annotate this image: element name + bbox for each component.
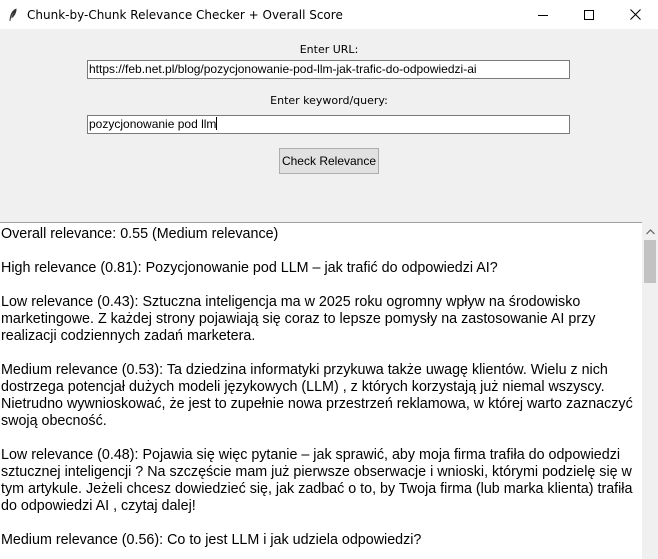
- scroll-thumb[interactable]: [644, 240, 656, 283]
- result-chunk: Medium relevance (0.53): Ta dziedzina informatyki przykuwa także uwagę klientów. Wielu z nich dostrzega potencjał dużych modeli językowych (LLM) , z których korzystają już niemal wszyscy. Nietrudno wywnioskować, że jest to zupełnie nowa przestrzeń reklamowa, w której warto zaznaczyć swoją obecność.: [1, 362, 633, 429]
- close-button[interactable]: [612, 0, 658, 29]
- maximize-icon: [584, 10, 594, 20]
- result-chunk: Medium relevance (0.56): Co to jest LLM i jak udziela odpowiedzi?: [1, 532, 422, 548]
- scroll-up-arrow[interactable]: [642, 223, 658, 240]
- feather-icon: [6, 8, 20, 22]
- keyword-input-value: pozycjonowanie pod llm: [89, 117, 217, 131]
- keyword-label: Enter keyword/query:: [270, 94, 388, 107]
- results-text-area[interactable]: [0, 223, 642, 559]
- input-form: [0, 29, 658, 222]
- url-input[interactable]: https://feb.net.pl/blog/pozycjonowanie-pod-llm-jak-trafic-do-odpowiedzi-ai: [87, 60, 570, 79]
- minimize-icon: [538, 10, 548, 20]
- result-chunk: High relevance (0.81): Pozycjonowanie pod LLM – jak trafić do odpowiedzi AI?: [1, 260, 498, 276]
- window-title: Chunk-by-Chunk Relevance Checker + Overall Score: [27, 7, 343, 22]
- maximize-button[interactable]: [566, 0, 612, 29]
- title-bar: [0, 0, 658, 29]
- text-caret: [216, 117, 217, 130]
- result-chunk: Low relevance (0.43): Sztuczna inteligencja ma w 2025 roku ogromny wpływ na środowisko marketingowe. Z każdej strony pojawiają się coraz to lepsze pomysły na zastosowanie AI przy realizacji codziennych zadań marketera.: [1, 294, 596, 344]
- url-label: Enter URL:: [299, 43, 359, 56]
- keyword-input[interactable]: [87, 115, 570, 134]
- close-icon: [630, 9, 641, 20]
- result-overall: Overall relevance: 0.55 (Medium relevance): [1, 226, 279, 242]
- check-relevance-button[interactable]: Check Relevance: [279, 148, 379, 174]
- minimize-button[interactable]: [520, 0, 566, 29]
- chevron-up-icon: [646, 229, 655, 235]
- result-chunk: Low relevance (0.48): Pojawia się więc pytanie – jak sprawić, aby moja firma trafiła do odpowiedzi sztucznej inteligencji ? Na szczęście mam już pierwsze obserwacje i wnioski, którymi podzielę się w tym artykule. Jeżeli chcesz dowiedzieć się, jak zadbać o to, by Twoja firma (lub marka klienta) trafiła do odpowiedzi AI , czytaj dalej!: [1, 447, 633, 514]
- vertical-scrollbar[interactable]: [642, 223, 658, 559]
